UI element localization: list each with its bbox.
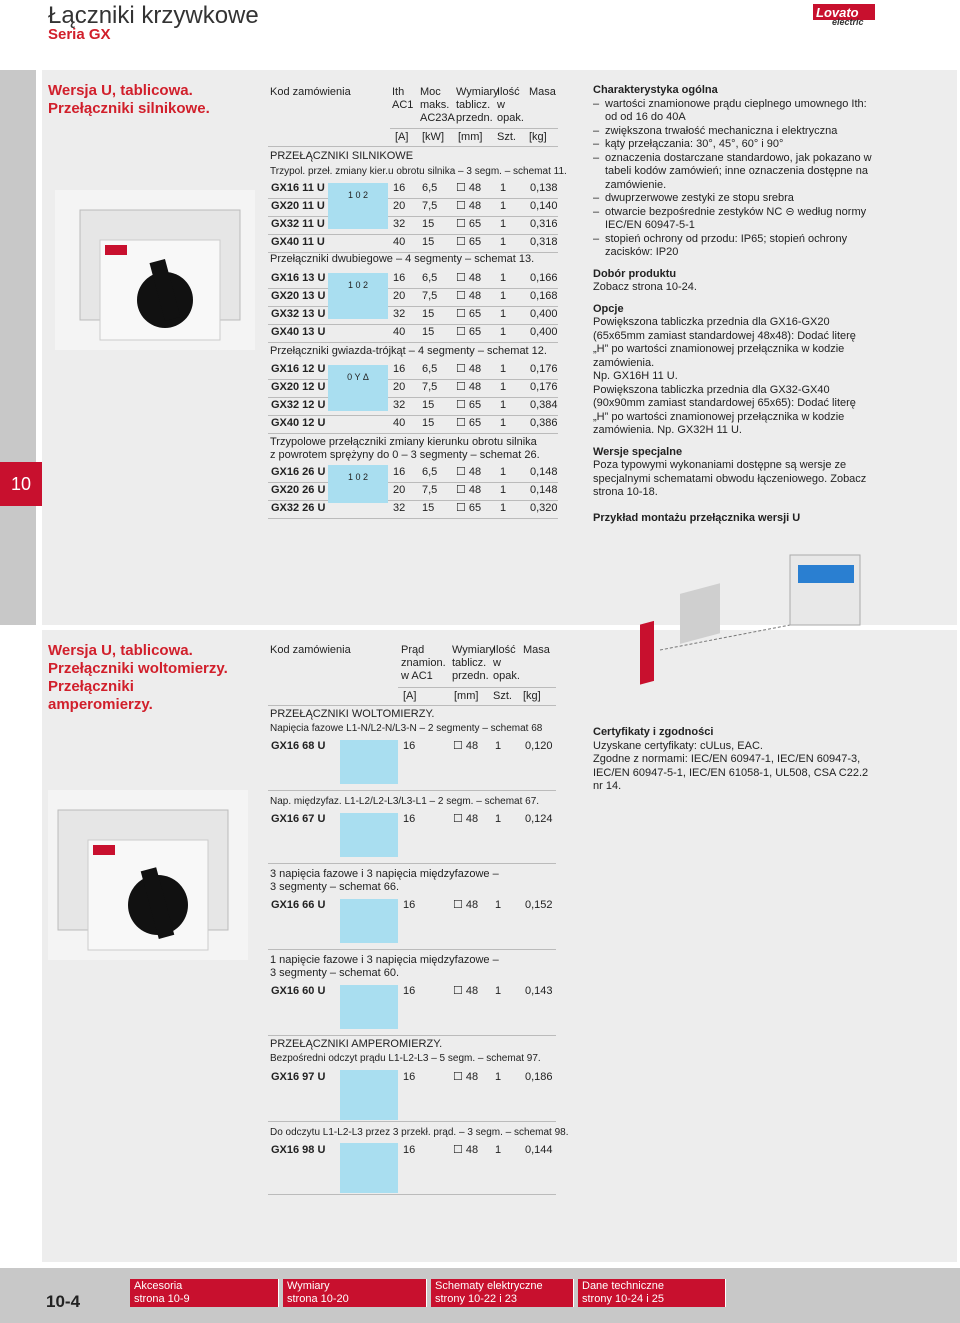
pack-qty: 1 [500,236,507,248]
footer-link-label: Wymiary [287,1280,330,1292]
weight-value: 0,176 [530,381,558,393]
weight-value: 0,140 [530,200,558,212]
options-text: Powiększona tabliczka przednia dla GX32-GX40 (90x90mm zamiast standardowej 65x65): Dodać literę „H” po wartości znamionowej przełącznika w kodzie zamówienia. Np. GX32H 11 U. [593,383,856,436]
col-kod-header: Kod zamówienia [270,86,351,98]
unit-ilosc: Szt. [497,131,516,143]
pack-qty: 1 [500,381,507,393]
feature-item: – stopień ochrony od przodu: IP65; stopień ochrony zacisków: IP20 [593,233,873,260]
switch-illustration [55,190,255,350]
power-value: 7,5 [422,290,438,302]
row-divider [268,1194,556,1195]
col-masa-header: Masa [523,644,550,656]
order-code: GX20 11 U [271,200,325,212]
standards-text: Zgodne z normami: IEC/EN 60947-1, IEC/EN 60947-3, IEC/EN 60947-5-1, IEC/EN 61058-1, UL508, CSA C22.2 nr 14. [593,753,869,792]
pack-qty: 1 [500,484,507,496]
features-heading: Charakterystyka ogólna [593,84,718,96]
weight-value: 0,124 [525,813,553,825]
section1-title-line1: Wersja U, tablicowa. [48,82,193,99]
current-value: 16 [403,985,416,997]
weight-value: 0,318 [530,236,558,248]
col-moc-header: Moc maks. AC23A [420,86,455,124]
ith-value: 40 [393,326,406,338]
ith-value: 32 [393,502,406,514]
schematic-66 [340,899,398,943]
schematic-label: 1 0 2 [347,472,369,482]
schematic-11 [328,183,388,229]
weight-value: 0,316 [530,218,558,230]
current-value: 16 [403,740,416,752]
plate-size: ☐ 65 [456,236,482,248]
weight-value: 0,186 [525,1071,553,1083]
group-desc: Napięcia fazowe L1-N/L2-N/L3-N – 2 segmenty – schemat 68 [270,723,543,734]
footer-link-page: strona 10-9 [134,1293,190,1305]
current-value: 16 [403,899,416,911]
pack-qty: 1 [500,326,507,338]
ith-value: 20 [393,381,406,393]
order-code: GX32 13 U [271,308,326,320]
schematic-67 [340,813,398,857]
pack-qty: 1 [500,399,507,411]
plate-size: ☐ 48 [453,813,479,825]
weight-value: 0,148 [530,484,558,496]
row-divider [268,863,556,864]
weight-value: 0,320 [530,502,558,514]
current-value: 16 [403,1071,416,1083]
row-divider [268,324,558,325]
side-bar [0,70,36,625]
footer-link-label: Akcesoria [134,1280,183,1292]
col-ith-header: Ith AC1 [392,86,414,111]
footer-link-page: strony 10-22 i 23 [435,1293,517,1305]
special-text: Poza typowymi wykonaniami dostępne są wersje ze specjalnymi schematami obwodu łączeniowego. Zobacz strona 10-18. [593,459,867,498]
order-code: GX16 66 U [271,899,326,911]
pack-qty: 1 [500,290,507,302]
plate-size: ☐ 48 [453,740,479,752]
section1-title-line2: Przełączniki silnikowe. [48,100,210,117]
col-wym-header: Wymiary tablicz. przedn. [456,86,499,124]
ith-value: 16 [393,466,406,478]
feature-item: – dwuprzerwowe zestyki ze stopu srebra [593,192,873,206]
mounting-heading: Przykład montażu przełącznika wersji U [593,511,801,524]
order-code: GX16 13 U [271,272,326,284]
schematic-label: 1 0 2 [347,280,369,290]
footer-link-0[interactable] [130,1279,279,1307]
group-desc: z powrotem sprężyny do 0 – 3 segmenty – schemat 26. [270,449,540,461]
row-divider [268,433,558,434]
pack-qty: 1 [495,1071,502,1083]
ith-value: 20 [393,290,406,302]
order-code: GX16 67 U [271,813,326,825]
options-text: Powiększona tabliczka przednia dla GX16-GX20 (65x65mm zamiast standardowej 48x48): Dodać literę „H” po wartości znamionowej przełącznika w kodzie zamówienia. [593,316,856,369]
ith-value: 16 [393,182,406,194]
order-code: GX20 12 U [271,381,326,393]
weight-value: 0,120 [525,740,553,752]
options-heading: Opcje [593,302,624,315]
feature-item: – kąty przełączania: 30°, 45°, 60° i 90° [593,138,873,152]
order-code: GX16 11 U [271,182,325,194]
features-column [593,84,873,525]
footer-link-3[interactable] [578,1279,726,1307]
plate-size: ☐ 65 [456,218,482,230]
order-code: GX32 12 U [271,399,326,411]
page-title: Łączniki krzywkowe [48,2,259,29]
pack-qty: 1 [495,1144,502,1156]
group-desc: Przełączniki gwiazda-trójkąt – 4 segmenty – schemat 12. [270,345,547,357]
row-divider [268,198,558,199]
order-code: GX16 97 U [271,1071,326,1083]
product-photo-motor-switch [55,190,255,350]
lovato-logo: Lovato [813,4,875,20]
power-value: 7,5 [422,381,438,393]
ith-value: 16 [393,272,406,284]
unit-wym: [mm] [454,690,479,702]
plate-size: ☐ 65 [456,417,482,429]
group-desc: 1 napięcie fazowe i 3 napięcia międzyfazowe – [270,954,499,966]
pack-qty: 1 [500,502,507,514]
weight-value: 0,143 [525,985,553,997]
ith-value: 32 [393,308,406,320]
weight-value: 0,144 [525,1144,553,1156]
order-code: GX16 12 U [271,363,326,375]
ith-value: 32 [393,218,406,230]
feature-item: – zwiększona trwałość mechaniczna i elektryczna [593,125,873,139]
weight-value: 0,168 [530,290,558,302]
row-divider [268,482,558,483]
group-title: PRZEŁĄCZNIKI SILNIKOWE [270,150,414,162]
col-ilosc-header: Ilość w opak. [493,644,520,682]
pack-qty: 1 [500,200,507,212]
weight-value: 0,152 [525,899,553,911]
unit-masa: [kg] [529,131,547,143]
current-value: 16 [403,813,416,825]
order-code: GX40 13 U [271,326,326,338]
row-divider [268,379,558,380]
plate-size: ☐ 48 [456,182,482,194]
group-desc: Trzypol. przeł. zmiany kier.u obrotu silnika – 3 segm. – schemat 11. [270,166,567,177]
row-divider [268,1121,556,1122]
plate-size: ☐ 48 [453,899,479,911]
row-divider [268,306,558,307]
schematic-label: 0 Y Δ [347,372,369,382]
footer-link-page: strona 10-20 [287,1293,349,1305]
unit-wym: [mm] [458,131,483,143]
power-value: 6,5 [422,466,438,478]
order-code: GX20 13 U [271,290,326,302]
pack-qty: 1 [500,272,507,284]
schematic-label: 1 0 2 [347,190,369,200]
pack-qty: 1 [500,182,507,194]
plate-size: ☐ 48 [456,272,482,284]
plate-size: ☐ 48 [456,363,482,375]
schematic-60 [340,985,398,1029]
power-value: 7,5 [422,200,438,212]
col-prad-header: Prąd znamion. w AC1 [401,644,446,682]
selection-text: Zobacz strona 10-24. [593,281,697,293]
order-code: GX20 26 U [271,484,326,496]
group-title: PRZEŁĄCZNIKI AMPEROMIERZY. [270,1038,443,1050]
plate-size: ☐ 65 [456,326,482,338]
order-code: GX40 12 U [271,417,326,429]
switch-illustration [48,790,248,960]
order-code: GX16 98 U [271,1144,326,1156]
schematic-98 [340,1143,398,1193]
plate-size: ☐ 48 [456,466,482,478]
row-divider [268,790,556,791]
row-divider [268,234,558,235]
section2-title-line4: amperomierzy. [48,696,153,713]
schematic-26 [328,465,388,503]
row-divider [268,518,558,519]
unit-masa: [kg] [523,690,541,702]
weight-value: 0,400 [530,308,558,320]
group-desc: 3 napięcia fazowe i 3 napięcia międzyfazowe – [270,868,499,880]
row-divider [268,949,556,950]
pack-qty: 1 [500,308,507,320]
row-divider [268,288,558,289]
group-desc: Trzypolowe przełączniki zmiany kierunku obrotu silnika [270,436,537,448]
plate-size: ☐ 48 [456,484,482,496]
feature-item: – wartości znamionowe prądu cieplnego umownego Ith: od od 16 do 40A [593,98,873,125]
logo-subtext: electric [832,17,864,27]
footer-link-label: Dane techniczne [582,1280,664,1292]
group-desc: 3 segmenty – schemat 60. [270,967,400,979]
power-value: 15 [422,399,435,411]
plate-size: ☐ 48 [456,290,482,302]
special-heading: Wersje specjalne [593,445,683,458]
footer-link-2[interactable] [431,1279,574,1307]
power-value: 15 [422,502,435,514]
unit-ilosc: Szt. [493,690,512,702]
col-kod-header: Kod zamówienia [270,644,351,656]
power-value: 15 [422,417,435,429]
selection-heading: Dobór produktu [593,267,677,280]
power-value: 6,5 [422,182,438,194]
order-code: GX32 26 U [271,502,326,514]
weight-value: 0,386 [530,417,558,429]
section2-title-line3: Przełączniki [48,678,134,695]
ith-value: 16 [393,363,406,375]
pack-qty: 1 [500,218,507,230]
power-value: 6,5 [422,272,438,284]
pack-qty: 1 [500,466,507,478]
product-photo-meter-switch [48,790,248,960]
weight-value: 0,176 [530,363,558,375]
row-divider [268,397,558,398]
row-divider [268,500,558,501]
plate-size: ☐ 48 [453,1144,479,1156]
page-number: 10-4 [46,1292,81,1311]
exploded-view [620,545,870,695]
section2-title-line2: Przełączniki woltomierzy. [48,660,228,677]
power-value: 15 [422,326,435,338]
power-value: 15 [422,308,435,320]
order-code: GX16 68 U [271,740,326,752]
plate-size: ☐ 48 [456,381,482,393]
group-desc: Przełączniki dwubiegowe – 4 segmenty – schemat 13. [270,253,535,265]
certificates-column [593,726,873,794]
certificates-heading: Certyfikaty i zgodności [593,726,714,738]
weight-value: 0,166 [530,272,558,284]
order-code: GX16 60 U [271,985,326,997]
ith-value: 40 [393,236,406,248]
col-masa-header: Masa [529,86,556,98]
chapter-tab: 10 [0,462,42,506]
plate-size: ☐ 65 [456,502,482,514]
ith-value: 40 [393,417,406,429]
group-desc: Do odczytu L1-L2-L3 przez 3 przekł. prąd. – 3 segm. – schemat 98. [270,1127,569,1138]
features-list [593,98,873,260]
group-desc: Bezpośredni odczyt prądu L1-L2-L3 – 5 segm. – schemat 97. [270,1053,541,1064]
section2-title [48,642,258,714]
mounting-illustration [620,545,870,695]
ith-value: 32 [393,399,406,411]
order-code: GX16 26 U [271,466,326,478]
row-divider [268,1035,556,1036]
pack-qty: 1 [495,813,502,825]
pack-qty: 1 [495,899,502,911]
plate-size: ☐ 48 [456,200,482,212]
group-desc: 3 segmenty – schemat 66. [270,881,400,893]
power-value: 15 [422,218,435,230]
power-value: 15 [422,236,435,248]
feature-item: – oznaczenia dostarczane standardowo, jak pokazano w tabeli kodów zamówień; inne oznaczenia dostępne na zamówienie. [593,152,873,193]
pack-qty: 1 [495,985,502,997]
weight-value: 0,148 [530,466,558,478]
row-divider [268,216,558,217]
section1-title [48,82,248,118]
schematic-12 [328,365,388,411]
current-value: 16 [403,1144,416,1156]
section2-title-line1: Wersja U, tablicowa. [48,642,193,659]
weight-value: 0,400 [530,326,558,338]
ith-value: 20 [393,200,406,212]
row-divider [268,342,558,343]
plate-size: ☐ 48 [453,985,479,997]
unit-moc: [kW] [422,131,444,143]
plate-size: ☐ 65 [456,399,482,411]
footer-link-label: Schematy elektryczne [435,1280,543,1292]
feature-item: – otwarcie bezpośrednie zestyków NC ⊝ według normy IEC/EN 60947-5-1 [593,206,873,233]
col-wym-header: Wymiary tablicz. przedn. [452,644,495,682]
col-ilosc-header: Ilość w opak. [497,86,524,124]
weight-value: 0,384 [530,399,558,411]
schematic-13 [328,273,388,319]
weight-value: 0,138 [530,182,558,194]
schematic-97 [340,1070,398,1120]
group-title: PRZEŁĄCZNIKI WOLTOMIERZY. [270,708,435,720]
power-value: 7,5 [422,484,438,496]
schematic-68 [340,740,398,784]
power-value: 6,5 [422,363,438,375]
pack-qty: 1 [495,740,502,752]
group-desc: Nap. międzyfaz. L1-L2/L2-L3/L3-L1 – 2 segm. – schemat 67. [270,796,540,807]
unit-prad: [A] [403,690,417,702]
order-code: GX32 11 U [271,218,325,230]
pack-qty: 1 [500,417,507,429]
plate-size: ☐ 48 [453,1071,479,1083]
page-subtitle: Seria GX [48,26,111,43]
row-divider [268,415,558,416]
certificates-text: Uzyskane certyfikaty: cULus, EAC. [593,739,763,752]
order-code: GX40 11 U [271,236,325,248]
plate-size: ☐ 65 [456,308,482,320]
footer-link-1[interactable] [283,1279,427,1307]
unit-ith: [A] [395,131,409,143]
ith-value: 20 [393,484,406,496]
footer-link-page: strony 10-24 i 25 [582,1293,664,1305]
options-example: Np. GX16H 11 U. [593,370,678,382]
pack-qty: 1 [500,363,507,375]
